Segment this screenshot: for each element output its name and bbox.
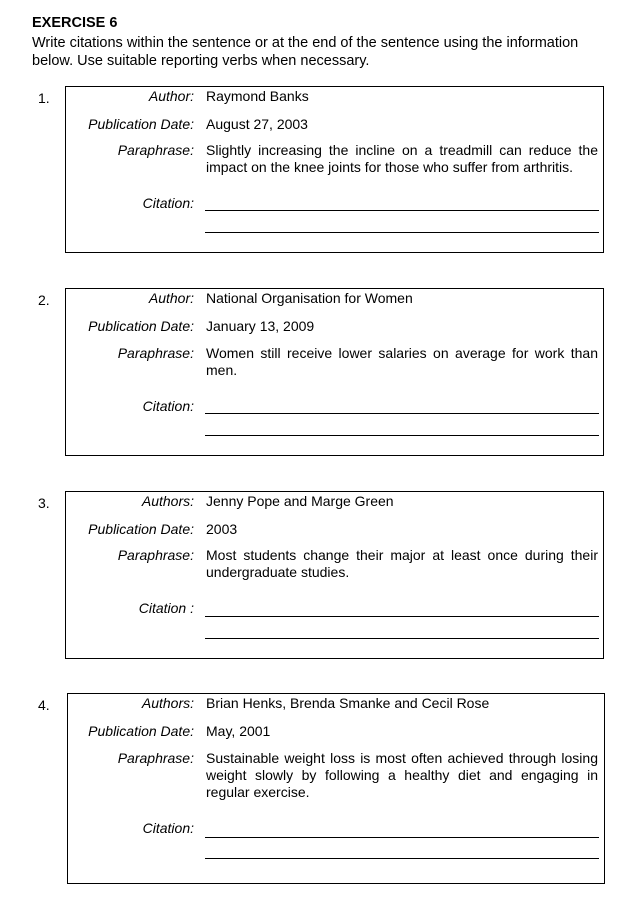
- citation-line-1[interactable]: [205, 210, 599, 211]
- author-value: National Organisation for Women: [206, 290, 413, 306]
- paraphrase-value: Most students change their major at least once during their undergraduate studies.: [206, 547, 598, 580]
- publication-date-label: Publication Date:: [88, 723, 194, 739]
- author-label: Author:: [148, 290, 194, 306]
- citation-line-1[interactable]: [205, 413, 599, 414]
- publication-date-value: August 27, 2003: [206, 116, 308, 132]
- paraphrase-value: Women still receive lower salaries on average for work than men.: [206, 345, 598, 378]
- citation-label: Citation:: [142, 398, 194, 414]
- citation-label: Citation :: [138, 600, 194, 616]
- paraphrase-value: Slightly increasing the incline on a treadmill can reduce the impact on the knee joints for those who suffer from arthritis.: [206, 142, 598, 175]
- publication-date-value: May, 2001: [206, 723, 271, 739]
- item-number: 3.: [38, 495, 50, 511]
- paraphrase-value: Sustainable weight loss is most often achieved through losing weight slowly by following a healthy diet and engaging in regular exercise.: [206, 750, 598, 800]
- citation-line-2[interactable]: [205, 638, 599, 639]
- author-value: Raymond Banks: [206, 88, 309, 104]
- paraphrase-label: Paraphrase:: [117, 142, 194, 158]
- publication-date-label: Publication Date:: [88, 521, 194, 537]
- paraphrase-label: Paraphrase:: [117, 547, 194, 563]
- item-number: 2.: [38, 292, 50, 308]
- exercise-instructions: Write citations within the sentence or at the end of the sentence using the information below. Use suitable reporting verbs when necessary.: [32, 35, 579, 69]
- author-value: Brian Henks, Brenda Smanke and Cecil Rose: [206, 695, 490, 711]
- citation-line-2[interactable]: [205, 435, 599, 436]
- author-label: Authors:: [141, 695, 194, 711]
- paraphrase-label: Paraphrase:: [117, 345, 194, 361]
- citation-line-2[interactable]: [205, 232, 599, 233]
- citation-label: Citation:: [142, 195, 194, 211]
- author-label: Authors:: [141, 493, 194, 509]
- citation-label: Citation:: [142, 820, 194, 836]
- citation-line-2[interactable]: [205, 858, 599, 859]
- publication-date-label: Publication Date:: [88, 318, 194, 334]
- publication-date-value: 2003: [206, 521, 238, 537]
- author-value: Jenny Pope and Marge Green: [206, 493, 394, 509]
- item-number: 4.: [38, 697, 50, 713]
- exercise-title: EXERCISE 6: [32, 15, 118, 31]
- paraphrase-label: Paraphrase:: [117, 750, 194, 766]
- publication-date-label: Publication Date:: [88, 116, 194, 132]
- author-label: Author:: [148, 88, 194, 104]
- citation-line-1[interactable]: [205, 616, 599, 617]
- item-number: 1.: [38, 90, 50, 106]
- citation-line-1[interactable]: [205, 837, 599, 838]
- publication-date-value: January 13, 2009: [206, 318, 315, 334]
